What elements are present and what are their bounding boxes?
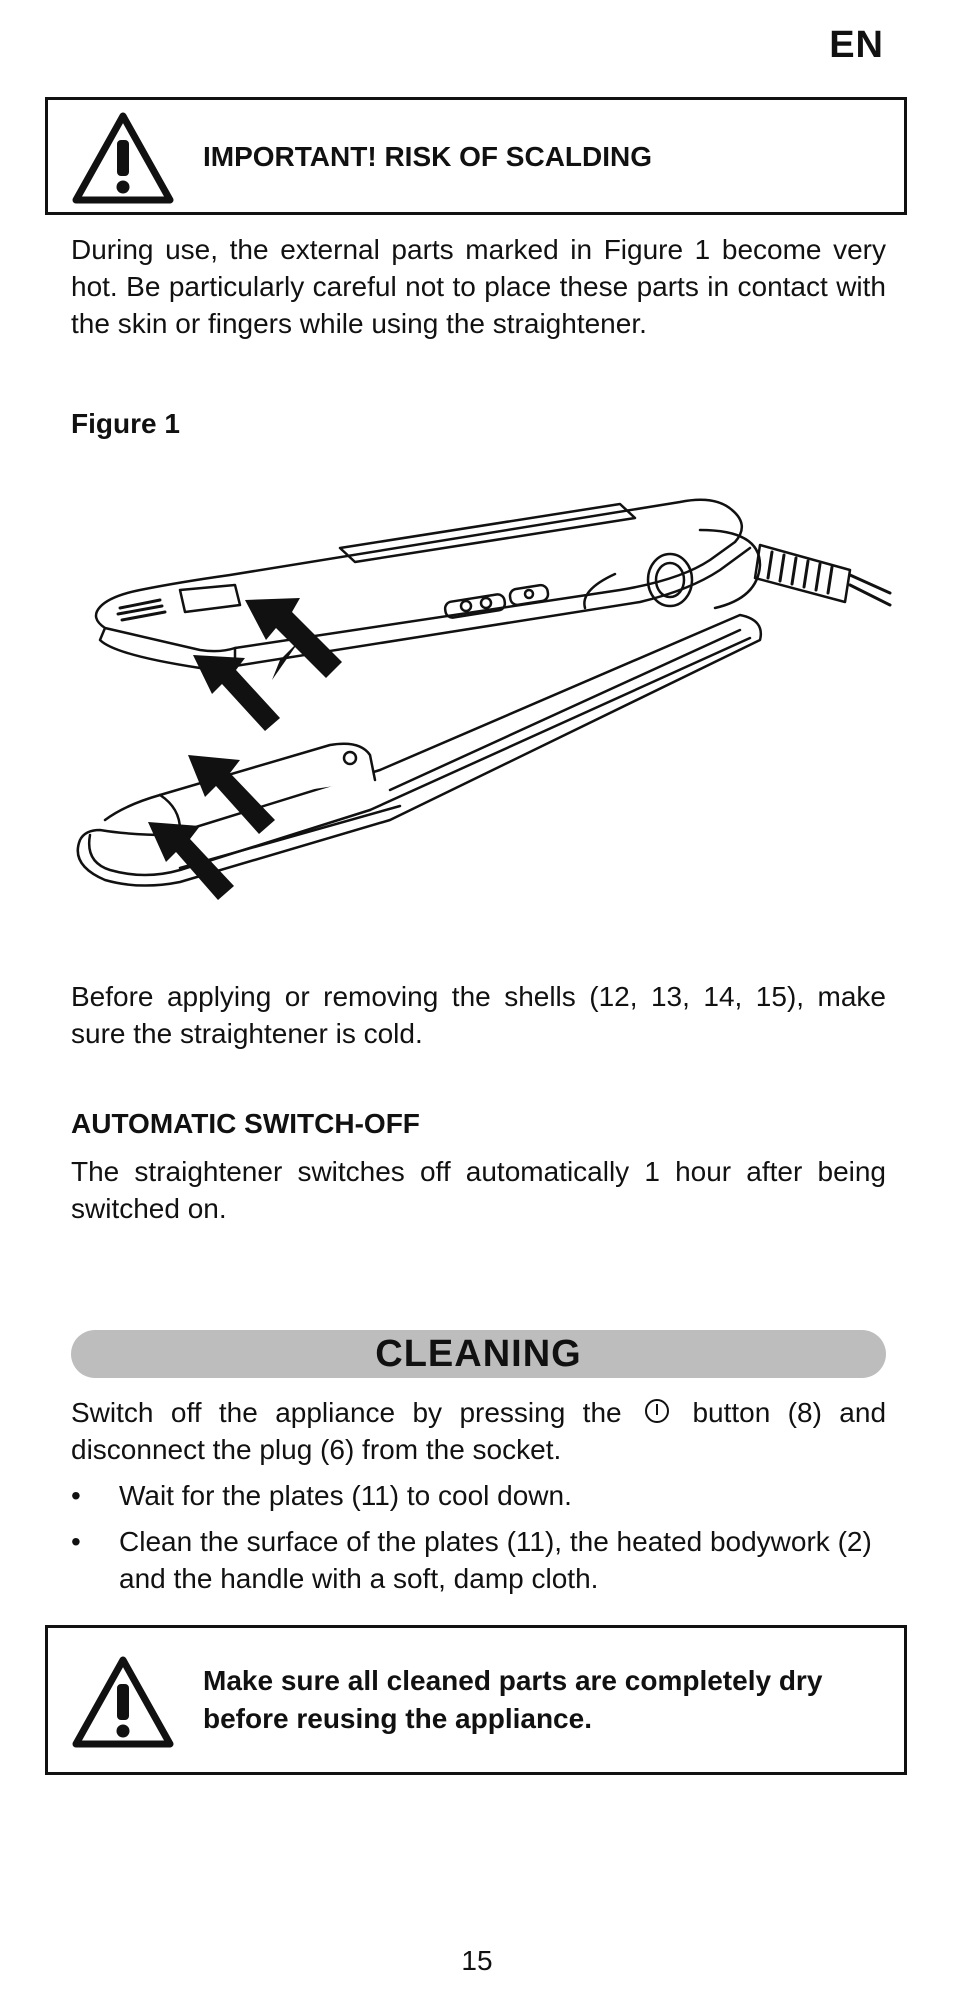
warning-triangle-icon <box>68 108 178 208</box>
language-label: EN <box>829 24 884 66</box>
page-number: 15 <box>461 1945 493 1976</box>
scalding-warning-text: IMPORTANT! RISK OF SCALDING <box>203 141 653 172</box>
cleaning-intro-part2: button (8) and disconnect the plug (6) from the socket. <box>71 1397 887 1465</box>
dry-parts-warning-text: Make sure all cleaned parts are completely dry before reusing the appliance. <box>203 1665 823 1734</box>
power-button-icon <box>643 1397 671 1425</box>
cleaning-intro <box>71 1394 886 1468</box>
auto-switch-off-heading: AUTOMATIC SWITCH-OFF <box>71 1108 420 1139</box>
shells-paragraph: Before applying or removing the shells (12, 13, 14, 15), make sure the straightener is cold. <box>71 981 886 1049</box>
hair-straightener-illustration <box>60 490 900 950</box>
dry-parts-warning-box <box>45 1625 907 1775</box>
intro-paragraph: During use, the external parts marked in Figure 1 become very hot. Be particularly careful not to place these parts in contact with the skin or fingers while using the straightener. <box>71 234 886 339</box>
bullet-text: Wait for the plates (11) to cool down. <box>119 1480 572 1511</box>
bullet-dot: • <box>71 1480 81 1511</box>
list-item <box>71 1523 886 1603</box>
auto-switch-off-text: The straightener switches off automatically 1 hour after being switched on. <box>71 1156 886 1224</box>
warning-triangle-icon <box>68 1652 178 1752</box>
cleaning-intro-part1: Switch off the appliance by pressing the <box>71 1397 622 1428</box>
bullet-text: Clean the surface of the plates (11), the heated bodywork (2) and the handle with a soft, damp cloth. <box>119 1526 872 1594</box>
cleaning-section-heading: CLEANING <box>71 1330 886 1378</box>
scalding-warning-box <box>45 97 907 215</box>
bullet-dot: • <box>71 1526 81 1557</box>
list-item <box>71 1477 886 1517</box>
figure-label: Figure 1 <box>71 408 180 439</box>
